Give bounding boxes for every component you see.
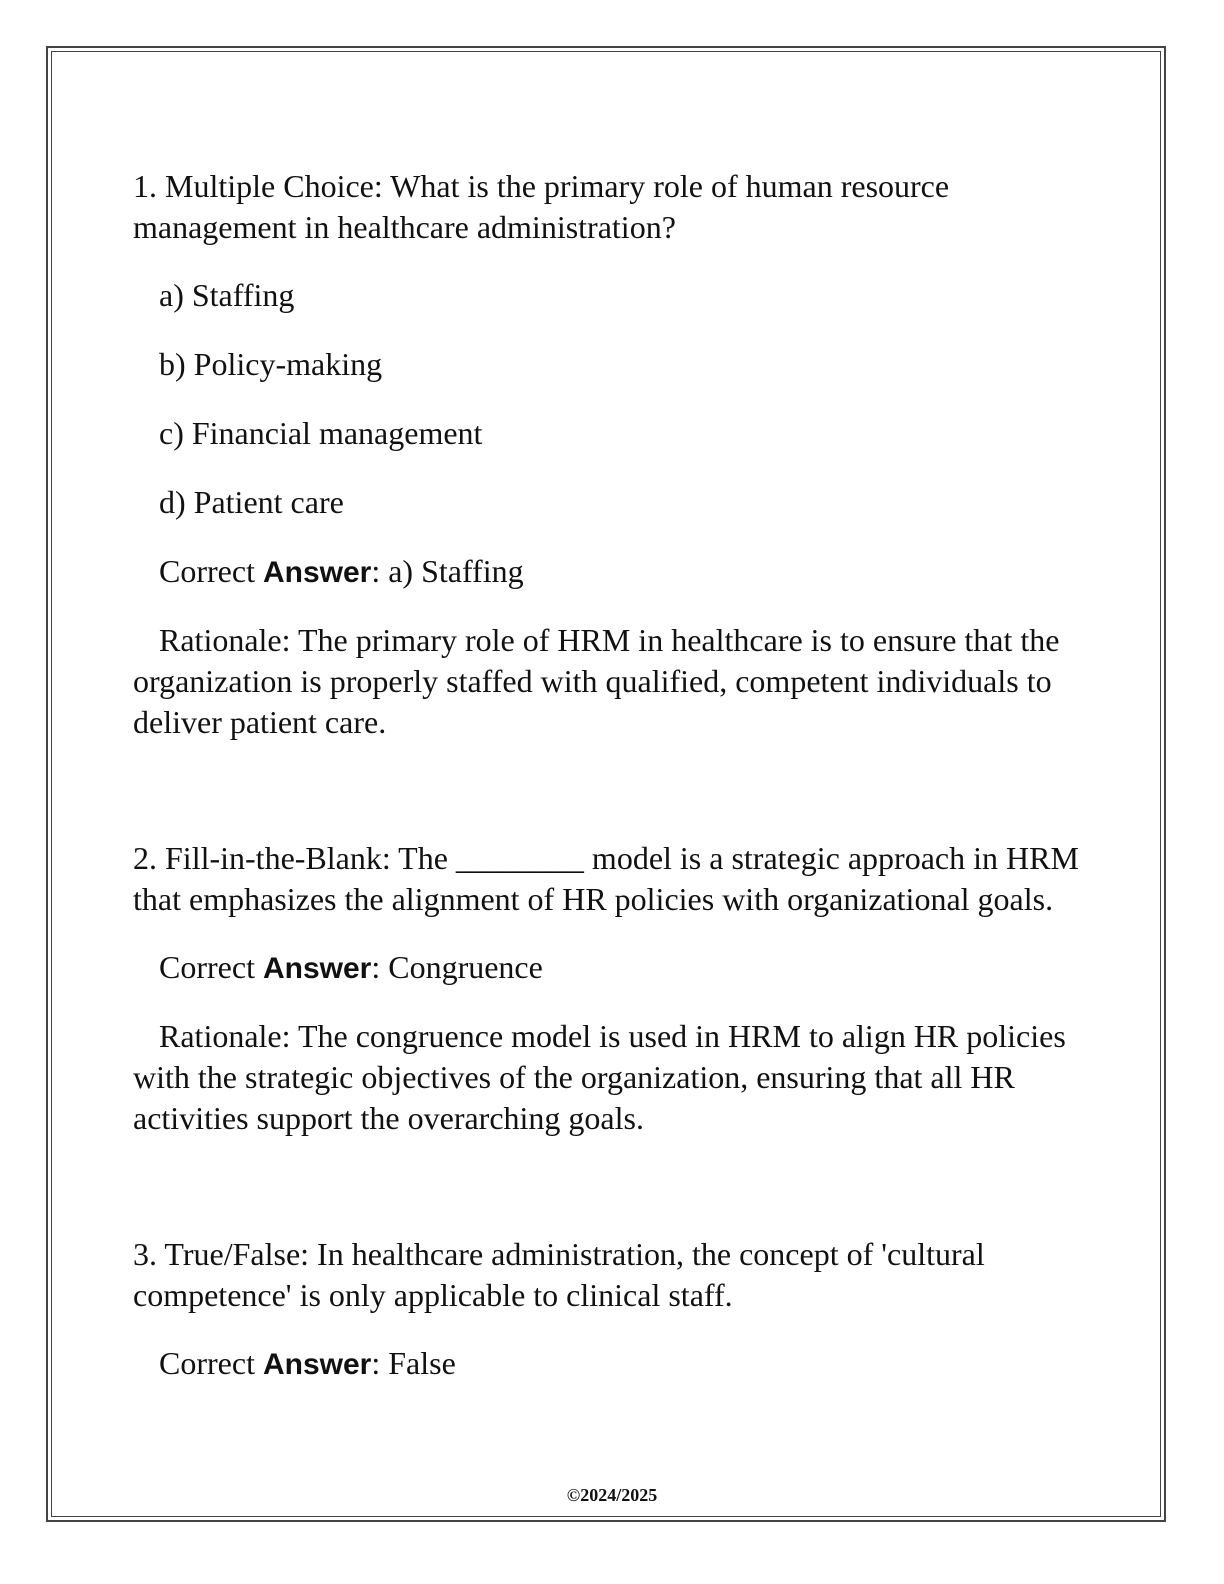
rationale-2: Rationale: The congruence model is used in HRM to align HR policies with the strategic objectives of the organization, ensuring that all HR activities support the overarching goals. — [133, 1018, 1066, 1136]
answer-3 — [133, 1343, 1093, 1385]
option-d: d) Patient care — [159, 484, 344, 520]
answer-value: : False — [371, 1345, 456, 1381]
answer-prefix: Correct — [159, 949, 263, 985]
answer-prefix: Correct — [159, 1345, 263, 1381]
document-body — [133, 166, 1093, 1385]
option-c: c) Financial management — [159, 415, 483, 451]
answer-prefix: Correct — [159, 553, 263, 589]
answer-label: Answer — [262, 1348, 372, 1381]
option-a: a) Staffing — [159, 277, 295, 313]
answer-value: : Congruence — [371, 949, 543, 985]
answer-1 — [133, 551, 1093, 593]
question-3: 3. True/False: In healthcare administration, the concept of 'cultural competence' is only applicable to clinical staff. — [133, 1236, 985, 1313]
answer-label: Answer — [262, 556, 372, 589]
question-1: 1. Multiple Choice: What is the primary role of human resource management in healthcare administration? — [133, 168, 950, 245]
answer-2 — [133, 947, 1093, 989]
answer-value: : a) Staffing — [371, 553, 524, 589]
answer-label: Answer — [262, 952, 372, 985]
rationale-1: Rationale: The primary role of HRM in healthcare is to ensure that the organization is properly staffed with qualified, competent individuals to deliver patient care. — [133, 622, 1060, 740]
copyright-footer: ©2024/2025 — [566, 1485, 658, 1505]
option-b: b) Policy-making — [159, 346, 383, 382]
question-2: 2. Fill-in-the-Blank: The ________ model is a strategic approach in HRM that emphasizes the alignment of HR policies with organizational goals. — [133, 840, 1079, 917]
